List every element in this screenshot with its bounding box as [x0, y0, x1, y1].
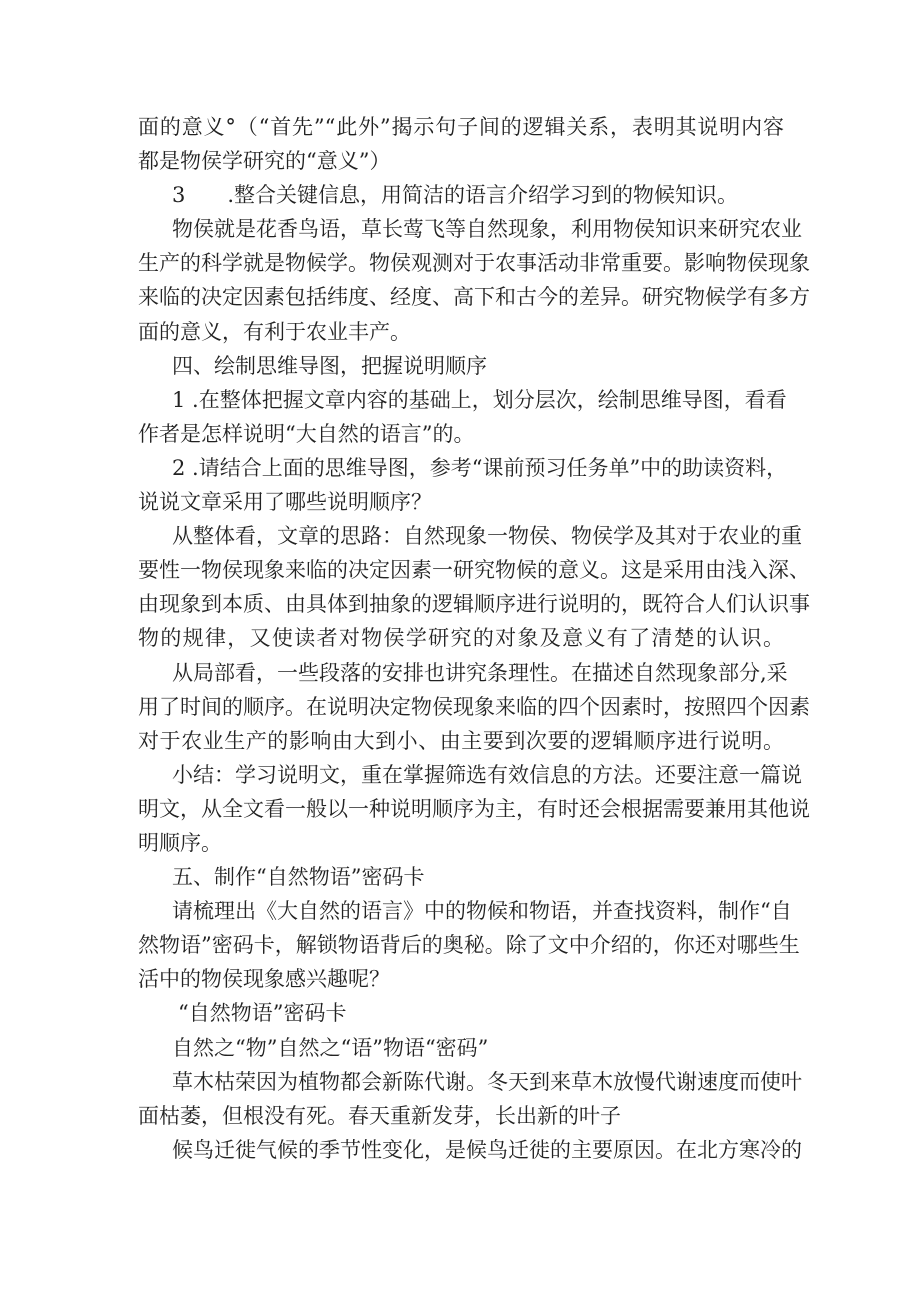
text-line: 从整体看，文章的思路：自然现象一物侯、物侯学及其对于农业的重 — [172, 524, 802, 549]
text-line: 2 .请结合上面的思维导图，参考“课前预习任务单”中的助读资料， — [172, 455, 788, 480]
text-line: 对于农业生产的影响由大到小、由主要到次要的逻辑顺序进行说明。 — [138, 728, 784, 753]
text-line: 自然之“物”自然之“语”物语“密码” — [172, 1035, 489, 1060]
text-line: 小结：学习说明文，重在掌握筛选有效信息的方法。还要注意一篇说 — [172, 762, 802, 787]
text-line: 物侯就是花香鸟语，草长莺飞等自然现象，利用物侯知识来研究农业 — [172, 217, 802, 242]
text-line: 说说文章采用了哪些说明顺序？ — [138, 490, 432, 515]
text-line: 请梳理出《大自然的语言》中的物候和物语，并查找资料，制作“自 — [172, 899, 792, 924]
text-line: 五、制作“自然物语”密码卡 — [172, 865, 425, 890]
text-line: 明顺序。 — [138, 830, 222, 855]
text-line: 面枯萎，但根没有死。春天重新发芽，长出新的叶子 — [138, 1103, 621, 1128]
text-line: 草木枯荣因为植物都会新陈代谢。冬天到来草木放慢代谢速度而使叶 — [172, 1069, 802, 1094]
text-line: 活中的物侯现象感兴趣呢？ — [138, 967, 390, 992]
text-line: 然物语”密码卡，解锁物语背后的奥秘。除了文中介绍的，你还对哪些生 — [138, 933, 800, 958]
text-line: 1 .在整体把握文章内容的基础上，划分层次，绘制思维导图，看看 — [172, 387, 787, 412]
text-line: 要性一物侯现象来临的决定因素一研究物候的意义。这是采用由浅入深、 — [138, 558, 810, 583]
text-line: “自然物语”密码卡 — [178, 1001, 347, 1026]
text-line: 面的意义，有利于农业丰产。 — [138, 319, 411, 344]
text-line: 3 .整合关键信息，用简洁的语言介绍学习到的物候知识。 — [172, 183, 739, 208]
text-line: 从局部看，一些段落的安排也讲究条理性。在描述自然现象部分,采 — [172, 660, 788, 685]
text-line: 生产的科学就是物候学。物侯观测对于农事活动非常重要。影响物侯现象 — [138, 251, 810, 276]
text-line: 明文，从全文看一般以一种说明顺序为主，有时还会根据需要兼用其他说 — [138, 796, 810, 821]
document-page — [138, 110, 810, 1167]
text-line: 四、绘制思维导图，把握说明顺序 — [172, 353, 487, 378]
text-line: 用了时间的顺序。在说明决定物侯现象来临的四个因素时，按照四个因素 — [138, 694, 810, 719]
text-line: 候鸟迁徙气候的季节性变化，是候鸟迁徙的主要原因。在北方寒冷的 — [172, 1137, 802, 1162]
text-line: 由现象到本质、由具体到抽象的逻辑顺序进行说明的，既符合人们认识事 — [138, 592, 810, 617]
text-line: 面的意义°（“首先”“此外”揭示句子间的逻辑关系，表明其说明内容 — [138, 115, 784, 139]
text-line: 物的规律，又使读者对物侯学研究的对象及意义有了清楚的认识。 — [138, 626, 784, 651]
text-line: 都是物侯学研究的“意义”） — [138, 149, 391, 174]
text-line: 来临的决定因素包括纬度、经度、高下和古今的差异。研究物候学有多方 — [138, 285, 810, 310]
text-line: 作者是怎样说明“大自然的语言”的。 — [138, 421, 475, 446]
